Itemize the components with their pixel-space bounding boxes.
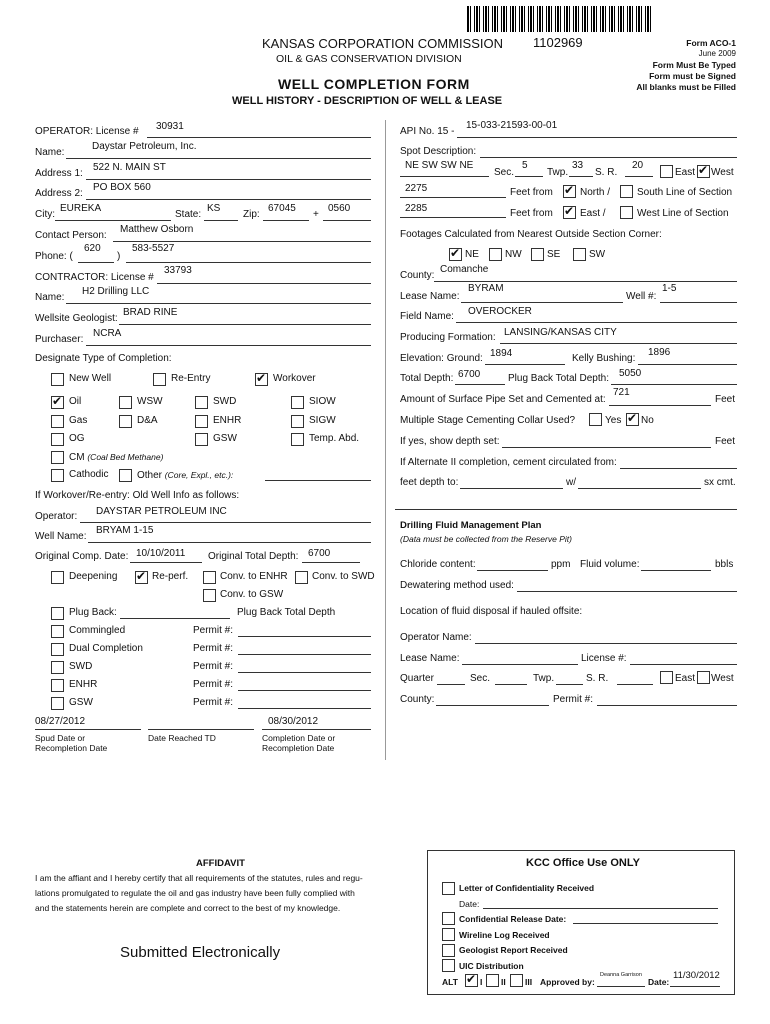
bbls-label: bbls xyxy=(715,559,734,570)
approved-date-label: Date: xyxy=(648,977,670,987)
alt-ii-label: II xyxy=(501,977,506,987)
feet-from-ew-label: Feet from xyxy=(510,208,553,219)
conv-gsw-checkbox[interactable] xyxy=(203,589,216,602)
kelly-bushing-value[interactable]: 1896 xyxy=(648,347,671,358)
enhr-label: ENHR xyxy=(213,415,242,426)
fluid-disposal-label: Location of fluid disposal if hauled offsite: xyxy=(400,606,583,617)
plug-back-label: Plug Back: xyxy=(69,607,117,618)
cm-checkbox[interactable] xyxy=(51,451,64,464)
ne-label: NE xyxy=(465,249,479,260)
total-depth-label: Total Depth: xyxy=(400,373,454,384)
workover-checkbox[interactable] xyxy=(255,373,268,386)
alt-iii-checkbox[interactable] xyxy=(510,974,523,987)
uic-distribution-checkbox[interactable] xyxy=(442,959,455,972)
drilling-fluid-note: (Data must be collected from the Reserve Pit) xyxy=(400,534,572,544)
conv-swd-label: Conv. to SWD xyxy=(312,571,375,582)
state-label: State: xyxy=(175,209,202,220)
reperf-checkbox[interactable] xyxy=(135,571,148,584)
show-depth-label: If yes, show depth set: xyxy=(400,436,500,447)
alt-i-checkbox[interactable] xyxy=(465,974,478,987)
fluid-volume-label: Fluid volume: xyxy=(580,559,640,570)
oil-checkbox[interactable] xyxy=(51,396,64,409)
letter-confidentiality-label: Letter of Confidentiality Received xyxy=(459,883,595,893)
confidential-release-checkbox[interactable] xyxy=(442,912,455,925)
disposal-west-checkbox[interactable] xyxy=(697,671,710,684)
wsw-checkbox[interactable] xyxy=(119,396,132,409)
contractor-license-value[interactable]: 33793 xyxy=(164,265,192,276)
no-label: No xyxy=(641,415,654,426)
east2-label: East / xyxy=(580,208,606,219)
permit-label-5: Permit #: xyxy=(193,697,234,708)
approved-by-label: Approved by: xyxy=(540,977,595,987)
enhr-checkbox[interactable] xyxy=(195,415,208,428)
address1-value[interactable]: 522 N. MAIN ST xyxy=(93,162,166,173)
s-r-label: S. R. xyxy=(595,167,618,178)
cm-note: (Coal Bed Methane) xyxy=(87,452,164,462)
total-depth-value[interactable]: 6700 xyxy=(458,369,481,380)
disposal-west-label: West xyxy=(711,673,734,684)
multi-stage-no-checkbox[interactable] xyxy=(626,413,639,426)
sigw-checkbox[interactable] xyxy=(291,415,304,428)
conv-enhr-checkbox[interactable] xyxy=(203,571,216,584)
address2-label: Address 2: xyxy=(35,188,83,199)
swd2-checkbox[interactable] xyxy=(51,661,64,674)
disposal-lease-label: Lease Name: xyxy=(400,653,460,664)
permit-label-2: Permit #: xyxy=(193,643,234,654)
completion-label-2: Recompletion Date xyxy=(262,743,335,753)
sec-label: Sec. xyxy=(494,167,515,178)
west-line-label: West Line of Section xyxy=(637,208,729,219)
ne-checkbox[interactable] xyxy=(449,248,462,261)
wireline-log-checkbox[interactable] xyxy=(442,928,455,941)
sigw-label: SIGW xyxy=(309,415,336,426)
note-signed: Form must be Signed xyxy=(649,71,736,81)
orig-comp-label: Original Comp. Date: xyxy=(35,551,129,562)
nw-label: NW xyxy=(505,249,522,260)
operator-name-label: Name: xyxy=(35,147,65,158)
lease-label: Lease Name: xyxy=(400,291,460,302)
approver-signature: Deanna Garrison xyxy=(600,972,642,978)
workover-info-label: If Workover/Re-entry: Old Well Info as follows: xyxy=(35,490,240,501)
dual-completion-label: Dual Completion xyxy=(69,643,143,654)
se-checkbox[interactable] xyxy=(531,248,544,261)
note-filled: All blanks must be Filled xyxy=(636,82,736,92)
surface-pipe-feet: Feet xyxy=(715,394,736,405)
disposal-sr-label: S. R. xyxy=(586,673,609,684)
reached-td-label: Date Reached TD xyxy=(148,733,216,743)
swd2-label: SWD xyxy=(69,661,93,672)
city-label: City: xyxy=(35,209,55,220)
purchaser-label: Purchaser: xyxy=(35,334,84,345)
city-value[interactable]: EUREKA xyxy=(60,203,102,214)
alt-label: ALT xyxy=(442,977,458,987)
feet-from-ns-label: Feet from xyxy=(510,187,553,198)
gsw-checkbox[interactable] xyxy=(195,433,208,446)
west2-checkbox[interactable] xyxy=(620,206,633,219)
orig-comp-value[interactable]: 10/10/2011 xyxy=(136,548,186,559)
og-label: OG xyxy=(69,433,85,444)
spud-label-1: Spud Date or xyxy=(35,733,86,743)
cathodic-label: Cathodic xyxy=(69,469,109,480)
lease-value[interactable]: BYRAM xyxy=(468,283,504,294)
confidential-release-label: Confidential Release Date: xyxy=(459,914,567,924)
contact-label: Contact Person: xyxy=(35,230,107,241)
kcc-date-label: Date: xyxy=(459,899,480,909)
division-name: OIL & GAS CONSERVATION DIVISION xyxy=(276,53,462,65)
feet-ew-value[interactable]: 2285 xyxy=(405,203,428,214)
cm-text: CM xyxy=(69,452,85,463)
twp-label: Twp. xyxy=(547,167,569,178)
elevation-label: Elevation: Ground: xyxy=(400,353,483,364)
disposal-permit-label: Permit #: xyxy=(553,694,594,705)
address1-label: Address 1: xyxy=(35,168,83,179)
og-checkbox[interactable] xyxy=(51,433,64,446)
yes-label: Yes xyxy=(605,415,622,426)
wo-operator-value[interactable]: DAYSTAR PETROLEUM INC xyxy=(96,506,227,517)
dual-completion-checkbox[interactable] xyxy=(51,643,64,656)
gsw-label: GSW xyxy=(213,433,237,444)
zip4-value[interactable]: 0560 xyxy=(328,203,351,214)
phone-value[interactable]: 583-5527 xyxy=(132,243,175,254)
disposal-license-label: License #: xyxy=(581,653,627,664)
surface-pipe-value[interactable]: 721 xyxy=(613,387,630,398)
feet-ns-value[interactable]: 2275 xyxy=(405,183,428,194)
chloride-label: Chloride content: xyxy=(400,559,476,570)
disposal-county-label: County: xyxy=(400,694,435,705)
re-entry-checkbox[interactable] xyxy=(153,373,166,386)
temp-abd-checkbox[interactable] xyxy=(291,433,304,446)
orig-depth-label: Original Total Depth: xyxy=(208,551,299,562)
completion-date-value[interactable]: 08/30/2012 xyxy=(268,716,319,727)
other-text: Other xyxy=(137,470,163,481)
operator-license-value[interactable]: 30931 xyxy=(156,121,184,132)
north-checkbox[interactable] xyxy=(563,185,576,198)
completion-label-1: Completion Date or xyxy=(262,733,336,743)
gsw2-checkbox[interactable] xyxy=(51,697,64,710)
siow-label: SIOW xyxy=(309,396,336,407)
wo-wellname-label: Well Name: xyxy=(35,531,87,542)
permit-label-1: Permit #: xyxy=(193,625,234,636)
phone-area-value[interactable]: 620 xyxy=(84,243,101,254)
wsw-label: WSW xyxy=(137,396,163,407)
da-label: D&A xyxy=(137,415,158,426)
affidavit-line-1: I am the affiant and I hereby certify that all requirements of the statutes, rules and regu- xyxy=(35,873,363,883)
sw-checkbox[interactable] xyxy=(573,248,586,261)
deepening-checkbox[interactable] xyxy=(51,571,64,584)
contractor-name-value[interactable]: H2 Drilling LLC xyxy=(82,286,150,297)
multi-stage-label: Multiple Stage Cementing Collar Used? xyxy=(400,415,576,426)
alt-ii-checkbox[interactable] xyxy=(486,974,499,987)
alt-iii-label: III xyxy=(525,977,533,987)
other-checkbox[interactable] xyxy=(119,469,132,482)
other-note: (Core, Expl., etc.): xyxy=(164,470,234,480)
wo-operator-label: Operator: xyxy=(35,511,78,522)
api-value[interactable]: 15-033-21593-00-01 xyxy=(466,120,558,131)
well-number-label: Well #: xyxy=(626,291,657,302)
spud-date-value[interactable]: 08/27/2012 xyxy=(35,716,86,727)
conv-enhr-label: Conv. to ENHR xyxy=(220,571,288,582)
api-label: API No. 15 - xyxy=(400,126,455,137)
range-value[interactable]: 20 xyxy=(632,160,644,171)
formation-label: Producing Formation: xyxy=(400,332,496,343)
re-entry-label: Re-Entry xyxy=(171,373,211,384)
contractor-license-label: CONTRACTOR: License # xyxy=(35,272,154,283)
east-label: East xyxy=(675,167,696,178)
conv-swd-checkbox[interactable] xyxy=(295,571,308,584)
plug-back-checkbox[interactable] xyxy=(51,607,64,620)
geologist-label: Wellsite Geologist: xyxy=(35,313,118,324)
permit-label-3: Permit #: xyxy=(193,661,234,672)
commingled-label: Commingled xyxy=(69,625,126,636)
submitted-electronically: Submitted Electronically xyxy=(120,944,281,961)
show-depth-feet: Feet xyxy=(715,436,736,447)
zip-value[interactable]: 67045 xyxy=(268,203,296,214)
zip-plus: + xyxy=(313,209,319,220)
gas-label: Gas xyxy=(69,415,88,426)
form-id: Form ACO-1 xyxy=(686,38,736,48)
ppm-label: ppm xyxy=(551,559,571,570)
letter-confidentiality-checkbox[interactable] xyxy=(442,882,455,895)
document-number: 1102969 xyxy=(533,35,583,50)
swd-label: SWD xyxy=(213,396,237,407)
disposal-sec-label: Sec. xyxy=(470,673,491,684)
east-checkbox[interactable] xyxy=(660,165,673,178)
twp-value[interactable]: 33 xyxy=(572,160,584,171)
south-line-label: South Line of Section xyxy=(637,187,733,198)
field-value[interactable]: OVEROCKER xyxy=(468,306,532,317)
sx-cmt-label: sx cmt. xyxy=(704,477,736,488)
disposal-east-label: East xyxy=(675,673,696,684)
purchaser-value[interactable]: NCRA xyxy=(93,328,122,339)
form-subtitle: WELL HISTORY - DESCRIPTION OF WELL & LEASE xyxy=(232,95,503,107)
w-label: w/ xyxy=(566,477,576,488)
operator-name-value[interactable]: Daystar Petroleum, Inc. xyxy=(92,141,197,152)
spot-value[interactable]: NE SW SW NE xyxy=(405,160,474,171)
se-label: SE xyxy=(547,249,561,260)
affidavit-line-3: and the statements herein are complete and correct to the best of my knowledge. xyxy=(35,903,341,913)
formation-value[interactable]: LANSING/KANSAS CITY xyxy=(504,327,617,338)
new-well-checkbox[interactable] xyxy=(51,373,64,386)
note-typed: Form Must Be Typed xyxy=(652,60,736,70)
enhr2-checkbox[interactable] xyxy=(51,679,64,692)
orig-depth-value[interactable]: 6700 xyxy=(308,548,331,559)
nw-checkbox[interactable] xyxy=(489,248,502,261)
barcode xyxy=(467,6,653,32)
disposal-twp-label: Twp. xyxy=(533,673,555,684)
reperf-label: Re-perf. xyxy=(152,571,189,582)
gsw2-label: GSW xyxy=(69,697,93,708)
feet-depth-label: feet depth to: xyxy=(400,477,459,488)
south-checkbox[interactable] xyxy=(620,185,633,198)
temp-abd-label: Temp. Abd. xyxy=(309,433,360,444)
drilling-fluid-title: Drilling Fluid Management Plan xyxy=(400,520,542,531)
gas-checkbox[interactable] xyxy=(51,415,64,428)
workover-label: Workover xyxy=(273,373,316,384)
permit-label-4: Permit #: xyxy=(193,679,234,690)
uic-distribution-label: UIC Distribution xyxy=(459,961,524,971)
footages-label: Footages Calculated from Nearest Outside Section Corner: xyxy=(400,229,662,240)
geologist-value[interactable]: BRAD RINE xyxy=(123,307,178,318)
well-number-value[interactable]: 1-5 xyxy=(662,283,677,294)
phone-paren: ) xyxy=(117,251,121,262)
siow-checkbox[interactable] xyxy=(291,396,304,409)
cm-label xyxy=(69,451,163,464)
multi-stage-yes-checkbox[interactable] xyxy=(589,413,602,426)
address2-value[interactable]: PO BOX 560 xyxy=(93,182,151,193)
county-label: County: xyxy=(400,270,435,281)
wireline-log-label: Wireline Log Received xyxy=(459,930,550,940)
agency-name: KANSAS CORPORATION COMMISSION xyxy=(262,36,504,51)
conv-gsw-label: Conv. to GSW xyxy=(220,589,284,600)
approved-date-value[interactable]: 11/30/2012 xyxy=(673,970,720,981)
designate-label: Designate Type of Completion: xyxy=(35,353,172,364)
contact-value[interactable]: Matthew Osborn xyxy=(120,224,194,235)
commingled-checkbox[interactable] xyxy=(51,625,64,638)
disposal-operator-label: Operator Name: xyxy=(400,632,472,643)
sw-label: SW xyxy=(589,249,606,260)
swd-checkbox[interactable] xyxy=(195,396,208,409)
zip-label: Zip: xyxy=(243,209,260,220)
affidavit-title: AFFIDAVIT xyxy=(196,858,245,869)
disposal-east-checkbox[interactable] xyxy=(660,671,673,684)
form-title: WELL COMPLETION FORM xyxy=(278,76,470,92)
county-value[interactable]: Comanche xyxy=(440,264,489,275)
east2-checkbox[interactable] xyxy=(563,206,576,219)
new-well-label: New Well xyxy=(69,373,112,384)
elevation-ground-value[interactable]: 1894 xyxy=(490,348,513,359)
surface-pipe-label: Amount of Surface Pipe Set and Cemented at: xyxy=(400,394,606,405)
alt-i-label: I xyxy=(480,977,483,987)
wo-wellname-value[interactable]: BRYAM 1-15 xyxy=(96,525,154,536)
quarter-label: Quarter xyxy=(400,673,434,684)
alternate-ii-label: If Alternate II completion, cement circulated from: xyxy=(400,457,617,468)
phone-label: Phone: ( xyxy=(35,251,73,262)
field-label: Field Name: xyxy=(400,311,454,322)
west-checkbox[interactable] xyxy=(697,165,710,178)
spud-label-2: Recompletion Date xyxy=(35,743,108,753)
sec-value[interactable]: 5 xyxy=(522,160,528,171)
form-date: June 2009 xyxy=(698,49,736,58)
geologist-report-checkbox[interactable] xyxy=(442,944,455,957)
geologist-report-label: Geologist Report Received xyxy=(459,945,568,955)
enhr2-label: ENHR xyxy=(69,679,98,690)
north-label: North / xyxy=(580,187,611,198)
deepening-label: Deepening xyxy=(69,571,118,582)
cathodic-checkbox[interactable] xyxy=(51,469,64,482)
operator-license-label: OPERATOR: License # xyxy=(35,126,139,137)
spot-label: Spot Description: xyxy=(400,146,477,157)
state-value[interactable]: KS xyxy=(207,203,221,214)
kcc-title: KCC Office Use ONLY xyxy=(526,857,640,869)
west-label: West xyxy=(711,167,734,178)
column-divider xyxy=(385,120,386,760)
oil-label: Oil xyxy=(69,396,82,407)
affidavit-line-2: lations promulgated to regulate the oil and gas industry have been fully complied with xyxy=(35,888,355,898)
plug-back-depth-label: Plug Back Total Depth xyxy=(237,607,336,618)
dewatering-label: Dewatering method used: xyxy=(400,580,514,591)
plug-back-total-value[interactable]: 5050 xyxy=(619,368,642,379)
da-checkbox[interactable] xyxy=(119,415,132,428)
other-label xyxy=(137,469,233,482)
plug-back-total-label: Plug Back Total Depth: xyxy=(508,373,609,384)
kelly-bushing-label: Kelly Bushing: xyxy=(572,353,636,364)
contractor-name-label: Name: xyxy=(35,292,65,303)
